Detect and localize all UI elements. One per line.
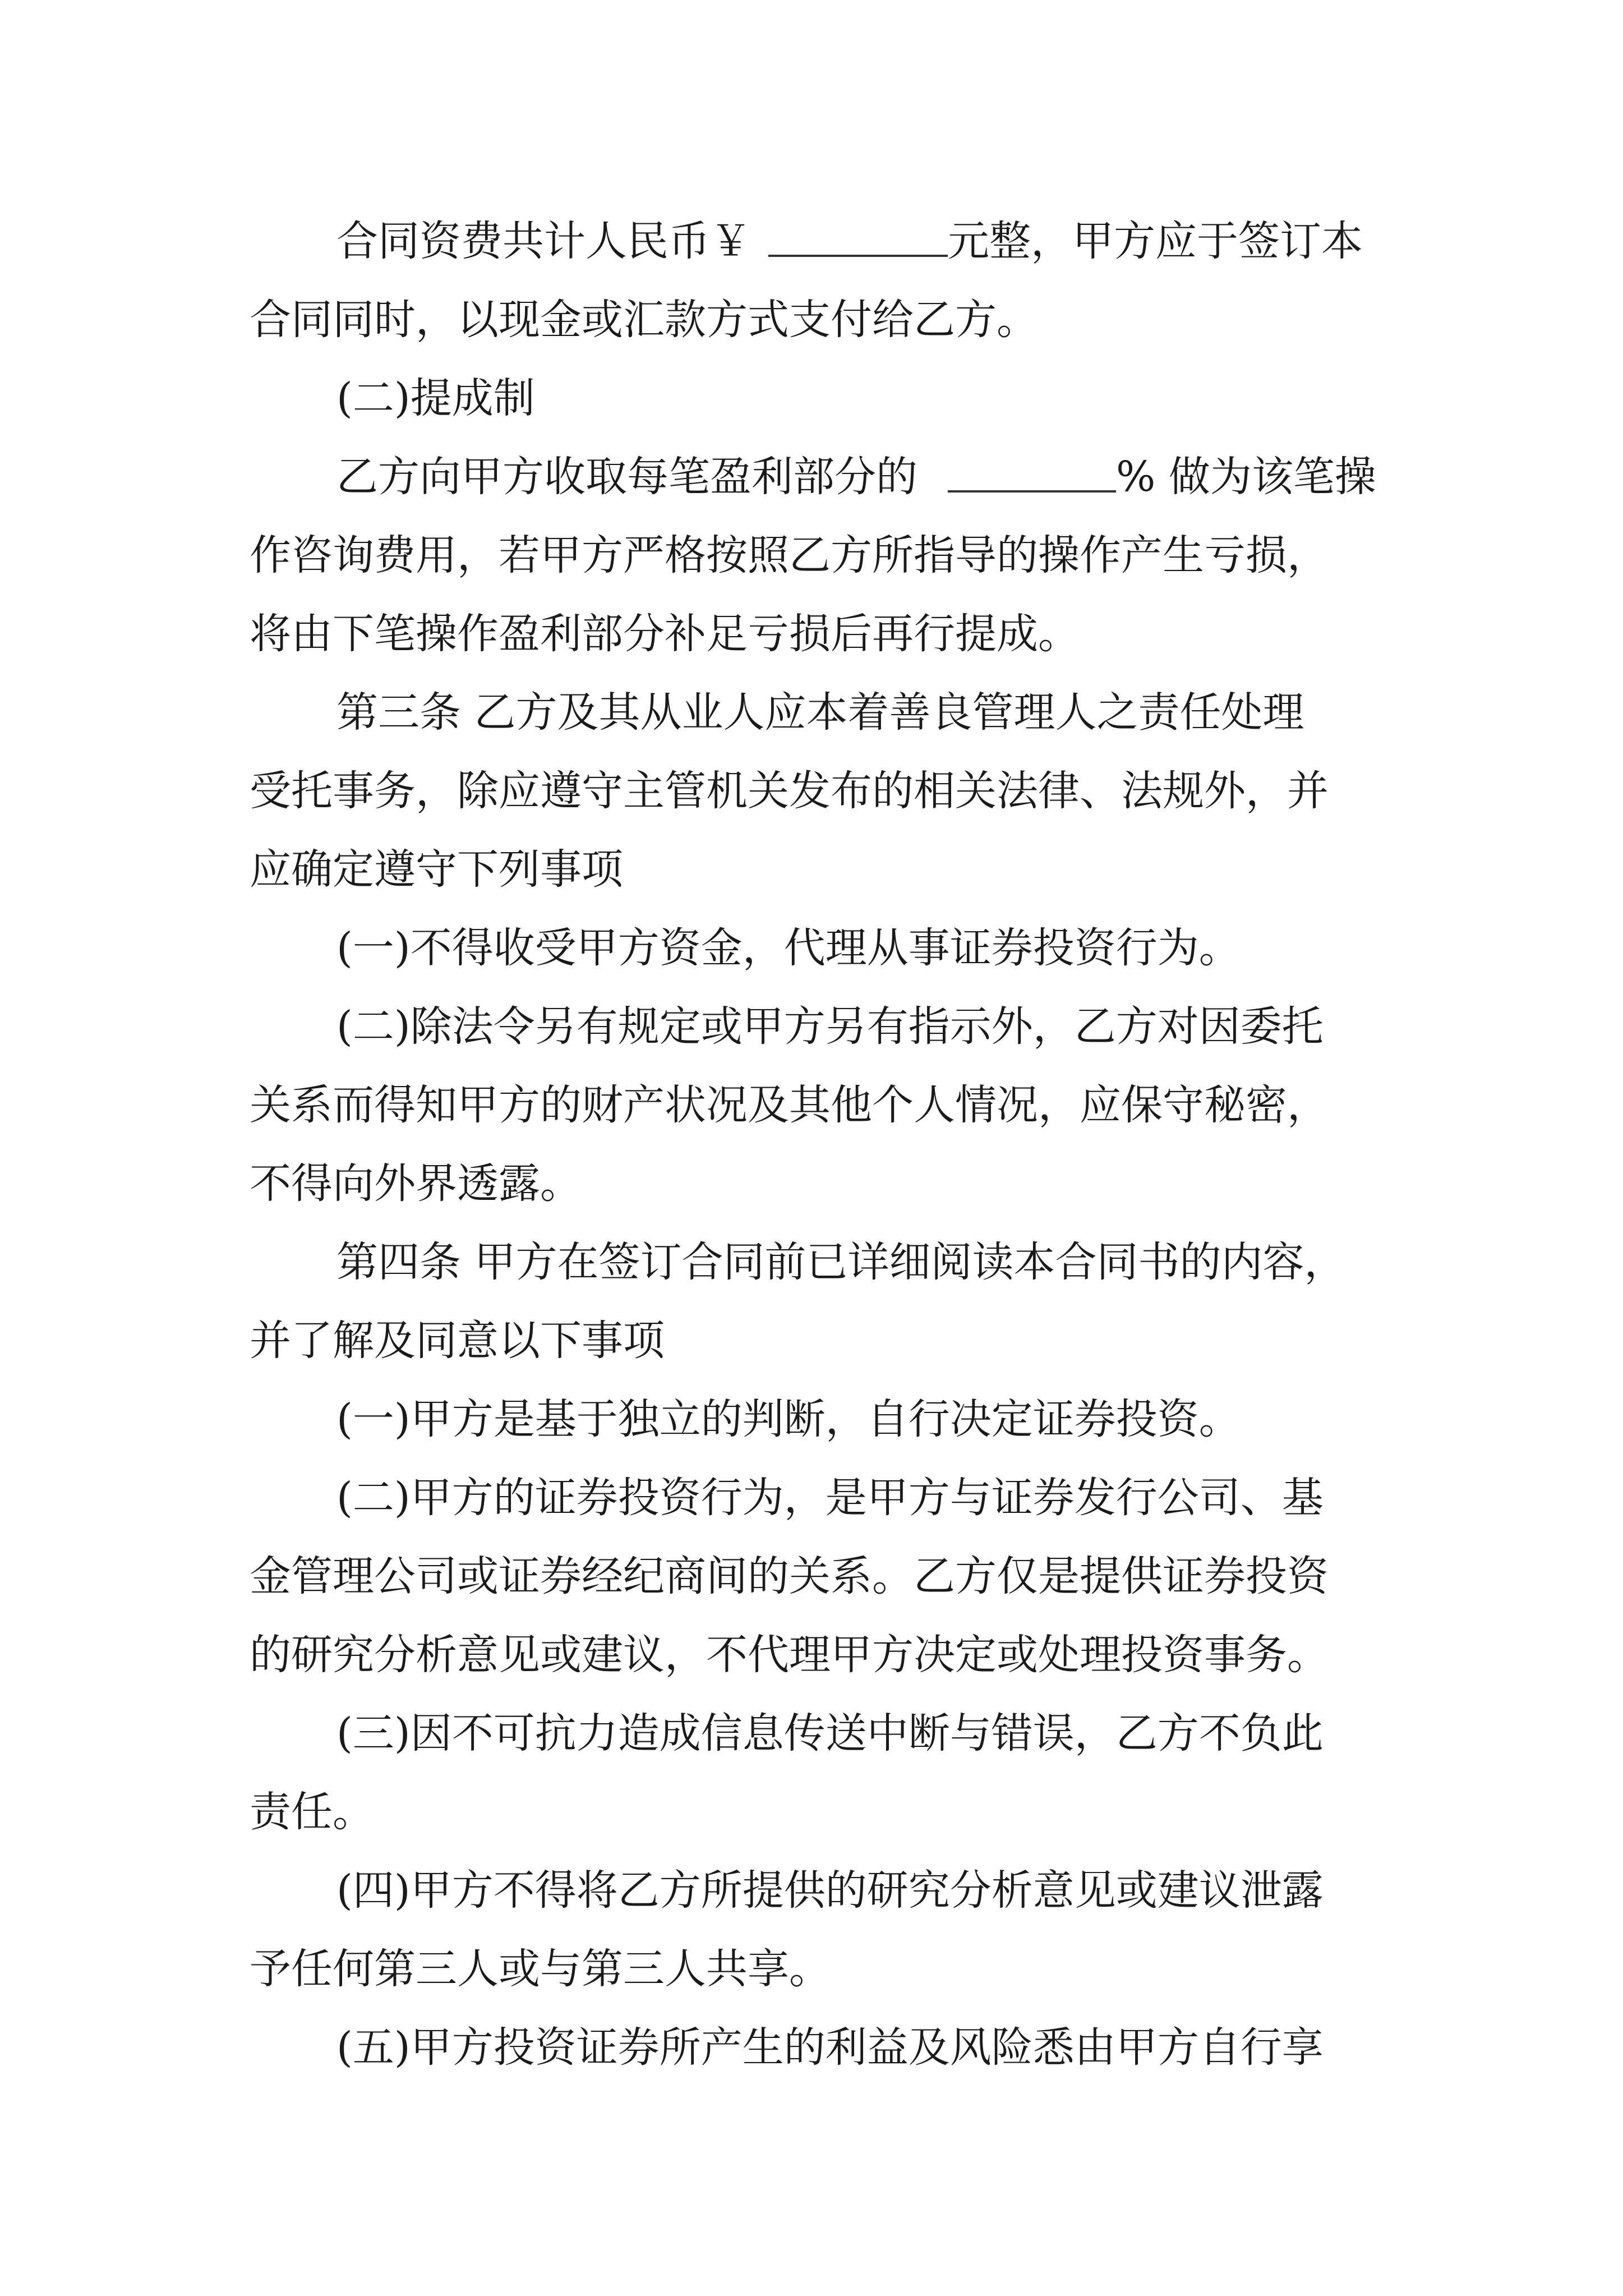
line-text: 并了解及同意以下事项 [250, 1317, 665, 1365]
article-heading [0, 1228, 1623, 1296]
section-heading [0, 365, 1623, 432]
paragraph-line [0, 1071, 1623, 1139]
line-text: (二)除法令另有规定或甲方另有指示外，乙方对因委托 [336, 1002, 1324, 1051]
list-item [0, 1700, 1623, 1767]
list-item [0, 993, 1623, 1060]
line-text: 合同同时，以现金或汇款方式支付给乙方。 [250, 296, 1038, 344]
paragraph-line [0, 1543, 1623, 1610]
paragraph-line [0, 522, 1623, 589]
line-text: 不得向外界透露。 [250, 1159, 582, 1208]
paragraph-line [0, 1150, 1623, 1217]
fee-total-text: 合同资费共计人民币￥ [336, 217, 751, 265]
line-text: 受托事务，除应遵守主管机关发布的相关法律、法规外，并 [250, 767, 1329, 815]
list-item [0, 1386, 1623, 1453]
line-text: 责任。 [250, 1788, 374, 1836]
commission-text: 乙方向甲方收取每笔盈利部分的 [336, 453, 917, 501]
paragraph-line [0, 1307, 1623, 1374]
commission-text-end: % 做为该笔操 [1116, 453, 1376, 501]
list-item [0, 1857, 1623, 1924]
line-text: (一)不得收受甲方资金，代理从事证券投资行为。 [336, 924, 1241, 972]
line-text: (五)甲方投资证券所产生的利益及风险悉由甲方自行享 [336, 2023, 1324, 2072]
line-text: 第四条 甲方在签订合同前已详细阅读本合同书的内容， [336, 1238, 1346, 1286]
line-text: (一)甲方是基于独立的判断，自行决定证券投资。 [336, 1395, 1241, 1443]
line-text: 应确定遵守下列事项 [250, 845, 623, 894]
paragraph-line [0, 208, 1623, 275]
line-text: 第三条 乙方及其从业人应本着善良管理人之责任处理 [336, 688, 1304, 737]
article-heading [0, 679, 1623, 746]
paragraph-line [0, 836, 1623, 903]
paragraph-line [0, 1935, 1623, 2003]
paragraph-line [0, 757, 1623, 825]
list-item [0, 2014, 1623, 2081]
line-text: (二)提成制 [336, 374, 535, 422]
line-text: 的研究分析意见或建议，不代理甲方决定或处理投资事务。 [250, 1631, 1329, 1679]
fee-total-text-end: 元整，甲方应于签订本 [948, 217, 1363, 265]
line-text: 金管理公司或证券经纪商间的关系。乙方仅是提供证券投资 [250, 1552, 1329, 1600]
commission-percent-blank [948, 425, 1116, 493]
paragraph-line [0, 1621, 1623, 1688]
line-text: (四)甲方不得将乙方所提供的研究分析意见或建议泄露 [336, 1866, 1324, 1915]
list-item [0, 1464, 1623, 1531]
paragraph-line [0, 286, 1623, 353]
line-text: (二)甲方的证券投资行为，是甲方与证券发行公司、基 [336, 1474, 1324, 1522]
line-text: 作咨询费用，若甲方严格按照乙方所指导的操作产生亏损， [250, 531, 1329, 579]
paragraph-line [0, 443, 1623, 510]
line-text: 将由下笔操作盈利部分补足亏损后再行提成。 [250, 610, 1080, 658]
line-text: 关系而得知甲方的财产状况及其他个人情况，应保守秘密， [250, 1081, 1329, 1129]
list-item [0, 914, 1623, 982]
paragraph-line [0, 600, 1623, 668]
paragraph-line [0, 1778, 1623, 1846]
fee-amount-blank [768, 190, 948, 257]
line-text: 予任何第三人或与第三人共享。 [250, 1945, 831, 1993]
line-text: (三)因不可抗力造成信息传送中断与错误，乙方不负此 [336, 1709, 1324, 1757]
